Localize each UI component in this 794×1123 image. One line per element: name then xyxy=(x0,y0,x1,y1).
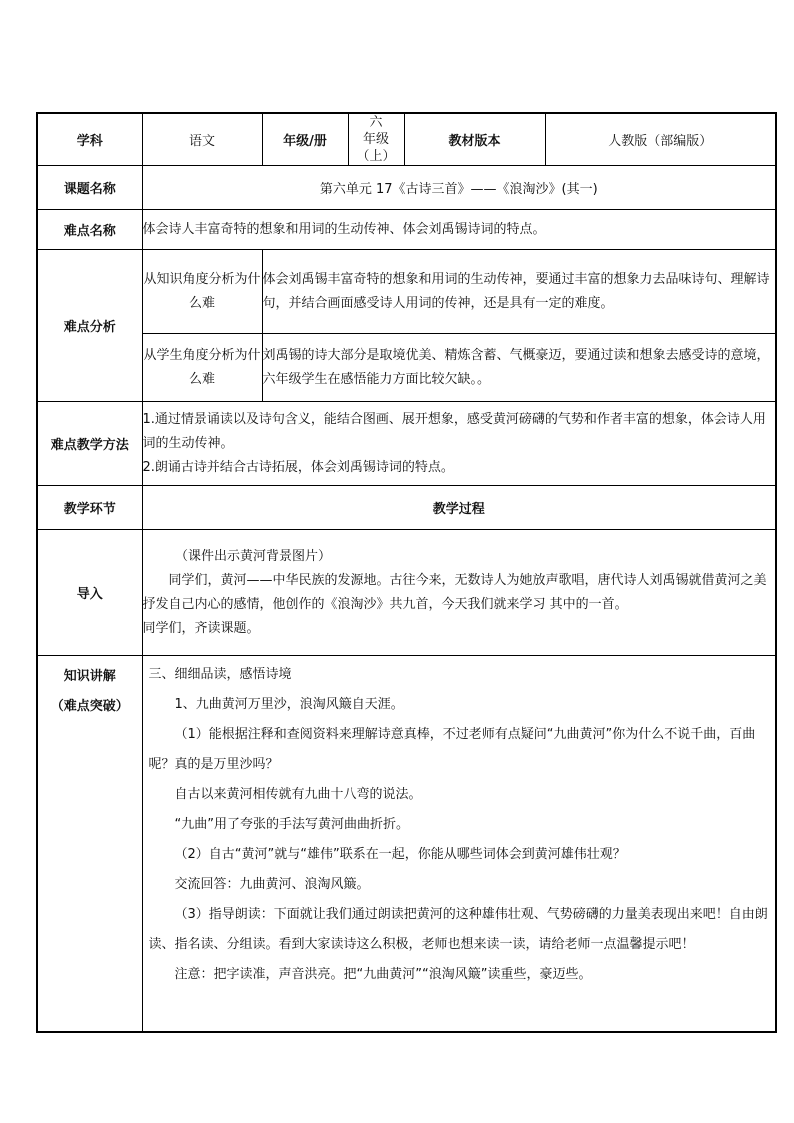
lecture-content xyxy=(142,656,776,1032)
grade-value-line1: 六 xyxy=(369,115,383,130)
lecture-line: “九曲”用了夸张的手法写黄河曲曲折折。 xyxy=(174,817,409,832)
lecture-line: （3）指导朗读：下面就让我们通过朗读把黄河的这种雄伟壮观、气势磅礴的力量美表现出来吧！自由朗读、指名读、分组读。看到大家读诗这么积极，老师也想来读一读，请给老师一点温馨提示吧！ xyxy=(148,907,768,952)
intro-p2: 同学们，黄河——中华民族的发源地。古往今来，无数诗人为她放声歌唱，唐代诗人刘禹锡就借黄河之美抒发自己内心的感情，他创作的《浪淘沙》共九首，今天我们就来学习 其中的一首。 xyxy=(142,572,767,612)
process-label: 教学过程 xyxy=(142,486,776,530)
intro-content xyxy=(142,530,776,656)
edition-label: 教材版本 xyxy=(404,113,545,166)
lesson-plan-table xyxy=(36,112,777,1033)
analysis-label: 难点分析 xyxy=(37,250,142,402)
grade-value-line2: 年级（上） xyxy=(356,132,396,164)
header-row xyxy=(37,113,776,166)
topic-value: 第六单元 17《古诗三首》——《浪淘沙》(其一) xyxy=(142,166,776,210)
lecture-label xyxy=(37,656,142,1032)
lecture-row xyxy=(37,656,776,1032)
lecture-label-line1: 知识讲解 xyxy=(63,669,116,684)
lecture-line: 三、细细品读，感悟诗境 xyxy=(148,667,292,682)
intro-label: 导入 xyxy=(37,530,142,656)
topic-row xyxy=(37,166,776,210)
difficulty-row xyxy=(37,210,776,250)
method-label: 难点教学方法 xyxy=(37,402,142,486)
difficulty-value: 体会诗人丰富奇特的想象和用词的生动传神、体会刘禹锡诗词的特点。 xyxy=(142,210,776,250)
subject-label: 学科 xyxy=(37,113,142,166)
analysis-student-label: 从学生角度分析为什么难 xyxy=(142,334,262,402)
intro-row xyxy=(37,530,776,656)
lecture-line: 注意：把字读准，声音洪亮。把“九曲黄河”“浪淘风簸”读重些，豪迈些。 xyxy=(174,967,592,982)
analysis-knowledge-row xyxy=(37,250,776,334)
lecture-line: 自古以来黄河相传就有九曲十八弯的说法。 xyxy=(174,787,422,802)
topic-label: 课题名称 xyxy=(37,166,142,210)
grade-label: 年级/册 xyxy=(262,113,348,166)
grade-value xyxy=(348,113,404,166)
analysis-student-text: 刘禹锡的诗大部分是取境优美、精炼含蓄、气概豪迈，要通过读和想象去感受诗的意境，六年级学生在感悟能力方面比较欠缺。。 xyxy=(262,334,776,402)
analysis-knowledge-text: 体会刘禹锡丰富奇特的想象和用词的生动传神，要通过丰富的想象力去品味诗句、理解诗句，并结合画面感受诗人用词的传神，还是具有一定的难度。 xyxy=(262,250,776,334)
lesson-plan-page xyxy=(36,112,775,1033)
analysis-knowledge-label: 从知识角度分析为什么难 xyxy=(142,250,262,334)
method-content xyxy=(142,402,776,486)
difficulty-label: 难点名称 xyxy=(37,210,142,250)
analysis-student-row xyxy=(37,334,776,402)
intro-p1: （课件出示黄河背景图片） xyxy=(175,548,332,564)
step-label: 教学环节 xyxy=(37,486,142,530)
method-line1: 1.通过情景诵读以及诗句含义，能结合图画、展开想象，感受黄河磅礴的气势和作者丰富的想象，体会诗人用词的生动传神。 xyxy=(142,411,766,451)
lecture-line: （2）自古“黄河”就与“雄伟”联系在一起，你能从哪些词体会到黄河雄伟壮观？ xyxy=(174,847,626,862)
lecture-line: （1）能根据注释和查阅资料来理解诗意真棒，不过老师有点疑问“九曲黄河”你为什么不说千曲，百曲呢？真的是万里沙吗？ xyxy=(148,727,756,772)
lecture-line: 交流回答：九曲黄河、浪淘风簸。 xyxy=(174,877,370,892)
method-row xyxy=(37,402,776,486)
method-line2: 2.朗诵古诗并结合古诗拓展，体会刘禹锡诗词的特点。 xyxy=(142,459,454,475)
lecture-line: 1、九曲黄河万里沙，浪淘风簸自天涯。 xyxy=(174,697,404,712)
process-header-row xyxy=(37,486,776,530)
lecture-label-line2: （难点突破） xyxy=(50,699,129,714)
edition-value: 人教版（部编版） xyxy=(545,113,776,166)
intro-p3: 同学们，齐读课题。 xyxy=(142,620,260,636)
subject-value: 语文 xyxy=(142,113,262,166)
